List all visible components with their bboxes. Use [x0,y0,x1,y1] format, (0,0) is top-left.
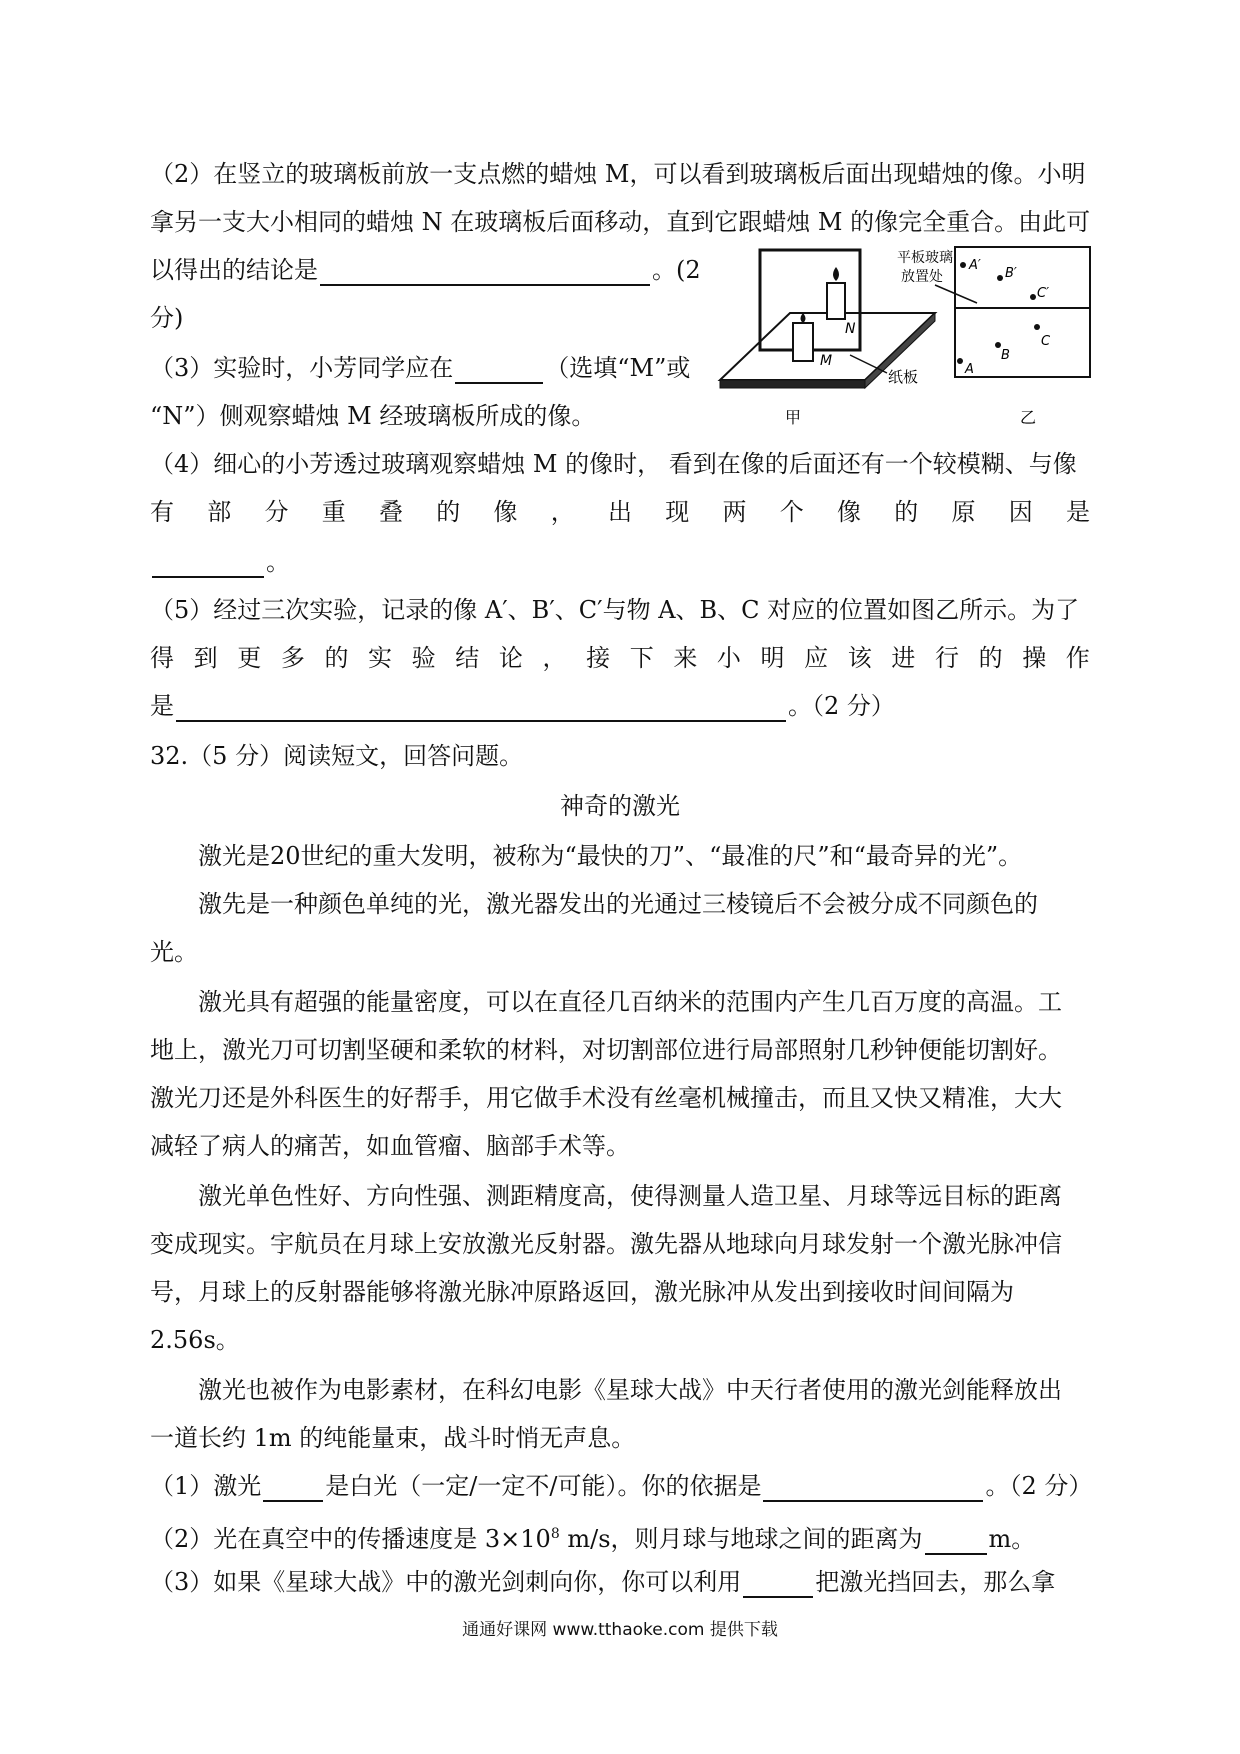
justified-char: 像 [493,498,518,526]
q32-sub2 [150,1518,1035,1555]
justified-char: 应 [804,644,829,672]
justified-char: 现 [665,498,690,526]
q31-part2-score: 。(2 [652,256,701,284]
passage-para4-line4: 2.56s。 [150,1326,240,1354]
q32-header: 32.（5 分）阅读短文，回答问题。 [150,742,524,770]
answer-blank-reflect-tool[interactable] [743,1570,813,1598]
justified-char: 验 [411,644,436,672]
justified-char: ， [550,498,575,526]
justified-char: 进 [891,644,916,672]
passage-para1: 激光是20世纪的重大发明，被称为“最快的刀”、“最准的尺”和“最奇异的光”。 [198,842,1023,870]
justified-char: 像 [837,498,861,526]
justified-char: 有 [150,498,174,526]
justified-char: 明 [760,644,785,672]
q31-part3-options: （选填“M”或 [545,354,691,382]
passage-para4-line1: 激光单色性好、方向性强、测距精度高，使得测量人造卫星、月球等远目标的距离 [198,1182,1062,1210]
label-a: A [965,362,974,377]
q31-part2-prompt: 以得出的结论是 [150,256,318,284]
label-m: M [820,353,833,369]
q31-part3-line2: “N”）侧观察蜡烛 M 经玻璃板所成的像。 [150,402,596,430]
q31-part4-line1: （4）细心的小芳透过玻璃观察蜡烛 M 的像时， 看到在像的后面还有一个较模糊、与像 [150,450,1077,478]
justified-char: 到 [193,644,218,672]
justified-char: 多 [280,644,305,672]
passage-para2-line1: 激先是一种颜色单纯的光，激光器发出的光通过三棱镜后不会被分成不同颜色的 [198,890,1038,918]
justified-char: 的 [894,498,919,526]
justified-char: ， [542,644,567,672]
answer-blank-conclusion[interactable] [320,258,650,286]
q31-part5-line3 [150,690,895,722]
justified-char: 结 [455,644,480,672]
answer-blank-distance[interactable] [925,1527,987,1555]
passage-para3-line4: 减轻了病人的痛苦，如血管瘤、脑部手术等。 [150,1132,630,1160]
justified-char: 行 [934,644,959,672]
q31-part4-end: 。 [266,548,290,576]
label-b: B [1001,348,1010,363]
justified-char: 下 [629,644,654,672]
answer-blank-side[interactable] [455,356,543,384]
q32-sub2-middle: m/s，则月球与地球之间的距离为 [559,1525,923,1553]
answer-blank-basis[interactable] [763,1474,983,1502]
q32-sub3-rest: 把激光挡回去，那么拿 [815,1568,1056,1596]
answer-blank-next-step[interactable] [176,694,786,722]
justified-char: 出 [608,498,632,526]
q32-sub1 [150,1470,1092,1502]
q31-part5-line2 [150,642,1090,674]
passage-title: 神奇的激光 [560,792,680,820]
experiment-figure [715,245,1095,425]
label-paper-board: 纸板 [888,368,919,386]
q31-part4-line2 [150,496,1090,528]
q31-part5-line1: （5）经过三次实验，记录的像 A′、B′、C′与物 A、B、C 对应的位置如图乙所示。为了 [150,596,1080,624]
candle-n [827,283,845,319]
justified-char: 的 [324,644,349,672]
justified-char: 原 [951,498,976,526]
label-c-prime: C′ [1037,286,1050,301]
justified-char: 叠 [379,498,403,526]
justified-char: 论 [498,644,523,672]
q31-part2-line2: 拿另一支大小相同的蜡烛 N 在玻璃板后面移动，直到它跟蜡烛 M 的像完全重合。由此可 [150,208,1091,236]
q32-sub1-prompt: （1）激光 [150,1472,262,1500]
justified-char: 实 [368,644,393,672]
q31-part2-line1: （2）在竖立的玻璃板前放一支点燃的蜡烛 M，可以看到玻璃板后面出现蜡烛的像。小明 [150,160,1086,188]
justified-char: 更 [237,644,262,672]
q32-sub3-prompt: （3）如果《星球大战》中的激光剑刺向你，你可以利用 [150,1568,742,1596]
label-b-prime: B′ [1005,266,1017,281]
q31-part2-line4: 分) [150,304,184,332]
passage-para2-line2: 光。 [150,938,198,966]
passage-para5-line2: 一道长约 1m 的纯能量束，战斗时悄无声息。 [150,1424,636,1452]
passage-para4-line3: 号，月球上的反射器能够将激光脉冲原路返回，激光脉冲从发出到接收时间间隔为 [150,1278,1014,1306]
q31-part2-line3 [150,254,701,286]
q32-sub2-prompt: （2）光在真空中的传播速度是 3×10 [150,1525,551,1553]
q32-sub2-unit: m。 [988,1525,1036,1553]
justified-char: 小 [716,644,741,672]
label-yi: 乙 [1020,408,1037,425]
q31-part5-prompt: 是 [150,692,174,720]
q31-part4-line3 [150,546,290,578]
page-footer: 通通好课网 www.tthaoke.com 提供下载 [462,1620,778,1640]
label-jia: 甲 [785,408,802,425]
label-c: C [1041,334,1051,349]
passage-para3-line3: 激光刀还是外科医生的好帮手，用它做手术没有丝毫机械撞击，而且又快又精准，大大 [150,1084,1062,1112]
q31-part3-line1 [150,352,690,384]
justified-char: 的 [978,644,1003,672]
label-a-prime: A′ [969,258,981,273]
passage-para4-line2: 变成现实。宇航员在月球上安放激光反射器。激先器从地球向月球发射一个激光脉冲信 [150,1230,1062,1258]
justified-char: 接 [586,644,611,672]
label-glass-1: 平板玻璃 [897,250,953,266]
justified-char: 因 [1008,498,1033,526]
justified-char: 来 [673,644,698,672]
answer-blank-laser-white[interactable] [263,1474,323,1502]
q32-sub2-exponent: 8 [550,1526,560,1542]
label-n: N [845,321,856,337]
justified-char: 得 [150,644,174,672]
justified-char: 该 [847,644,872,672]
q32-sub3 [150,1566,1055,1598]
answer-blank-two-images-reason[interactable] [152,550,264,578]
justified-char: 的 [436,498,461,526]
justified-char: 两 [722,498,747,526]
justified-char: 部 [207,498,232,526]
label-glass-2: 放置处 [901,269,943,285]
justified-char: 分 [264,498,289,526]
justified-char: 操 [1022,644,1047,672]
justified-char: 是 [1066,498,1090,526]
justified-char: 个 [779,498,804,526]
q31-part5-score: 。（2 分） [788,692,895,720]
passage-para3-line2: 地上，激光刀可切割坚硬和柔软的材料，对切割部位进行局部照射几秒钟便能切割好。 [150,1036,1062,1064]
q32-sub1-middle: 是白光（一定/一定不/可能）。你的依据是 [325,1472,762,1500]
justified-char: 重 [321,498,346,526]
q31-part3-prompt: （3）实验时，小芳同学应在 [150,354,454,382]
justified-char: 作 [1065,644,1090,672]
q32-sub1-score: 。（2 分） [985,1472,1093,1500]
passage-para5-line1: 激光也被作为电影素材，在科幻电影《星球大战》中天行者使用的激光剑能释放出 [198,1376,1062,1404]
passage-para3-line1: 激光具有超强的能量密度，可以在直径几百纳米的范围内产生几百万度的高温。工 [198,988,1062,1016]
candle-m [793,323,813,361]
